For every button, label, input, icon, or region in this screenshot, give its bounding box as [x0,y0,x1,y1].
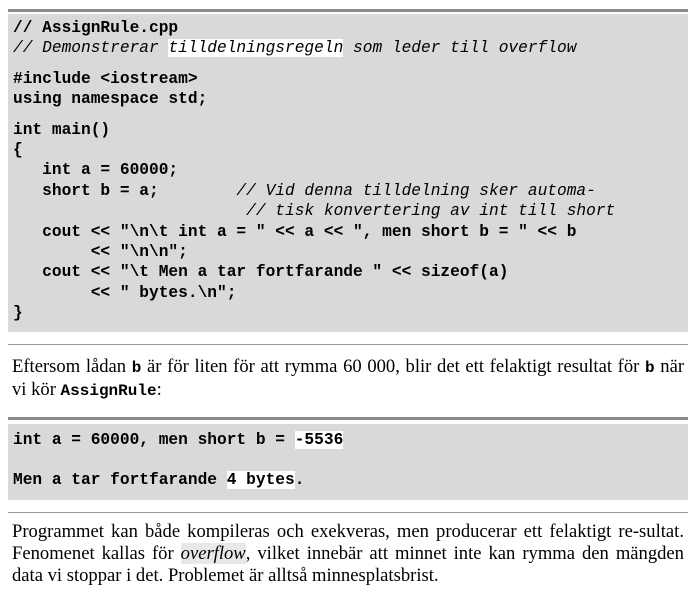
code-line-using: using namespace std; [13,90,208,109]
code-line-close-brace: } [13,304,23,323]
code-line-decl-b-comment: // tisk konvertering av int till short [13,202,616,221]
code-line-filename: // AssignRule.cpp [13,19,179,37]
output-line-1: int a = 60000, men short b = -5536 [13,431,344,449]
code-line-cout1: cout << "\n\t int a = " << a << ", men short b = " << b [13,222,577,241]
code-listing [8,14,688,332]
inline-code-b: b [131,359,142,377]
divider-1 [8,344,688,345]
inline-code-b-2: b [645,359,655,377]
code-line-open-brace: { [13,140,23,159]
code-line-main: int main() [13,120,111,139]
code-line-include: #include <iostream> [13,69,198,88]
output-box [8,424,688,500]
output-value-b: -5536 [294,431,344,449]
code-line-decl-b: short b = a; // Vid denna tilldelning sker automa- [13,181,596,200]
comment-highlight: tilldelningsregeln [168,39,344,58]
code-line-decl-a: int a = 60000; [13,161,179,180]
code-line-cout2-cont: << " bytes.\n"; [13,283,237,302]
output-value-bytes: 4 bytes [226,471,295,490]
inline-code-assignrule: AssignRule [60,382,157,400]
output-top-rule [8,417,688,420]
top-rule [8,9,688,12]
output-line-2: Men a tar fortfarande 4 bytes. [13,471,305,490]
code-line-cout1-cont: << "\n\n"; [13,242,188,261]
code-line-comment: // Demonstrerar tilldelningsregeln som leder till overflow [13,39,577,58]
divider-2 [8,512,688,513]
paragraph-overflow: Programmet kan både kompileras och exekveras, men producerar ett felaktigt re-sultat. Fenomenet kallas för overflow, vilket innebär att minnet inte kan rymma den mängden data vi stoppar i det. Problemet är alltså minnesplatsbrist. [12,521,684,586]
term-overflow: overflow [180,543,246,564]
paragraph-explanation: Eftersom lådan b är för liten för att rymma 60 000, blir det ett felaktigt resultat för b när vi kör AssignRule: [12,356,685,400]
code-line-cout2: cout << "\t Men a tar fortfarande " << sizeof(a) [13,263,509,282]
